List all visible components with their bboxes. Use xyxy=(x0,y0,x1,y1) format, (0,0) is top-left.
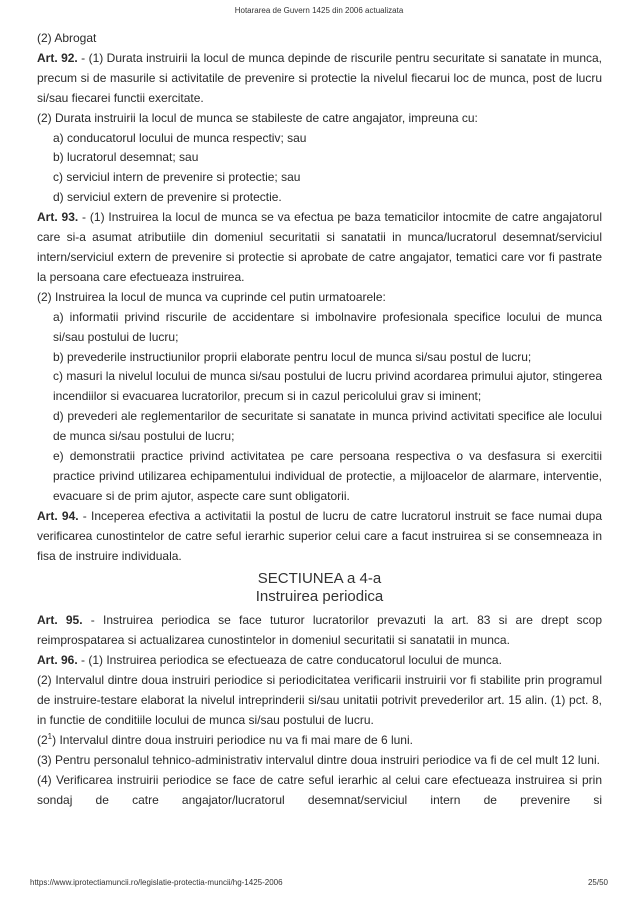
list-item: b) lucratorul desemnat; sau xyxy=(53,150,199,165)
paragraph: (4) Verificarea instruirii periodice se face de catre seful ierarhic al celui care efectueaza instruirea si prin sondaj de catre angajator/lucratorul desemnat/serviciul intern de prevenire si xyxy=(37,772,602,807)
article-label: Art. 94. xyxy=(37,508,79,523)
article-text: - (1) Instruirea la locul de munca se va efectua pe baza tematicilor intocmite de catre angajatorul care si-a asumat atributiile din domeniul securitatii si sanatatii in munca/lucratorul desemnat/serviciul intern/serviciul extern de prevenire si protectie si aprobate de catre angajator, tematici care vor fi pastrate la persoana care efectueaza instruirea. xyxy=(37,210,602,284)
article-text: - Inceperea efectiva a activitatii la postul de lucru de catre lucratorul instruit se face numai dupa verificarea cunostintelor de catre seful ierarhic superior celui care a facut instruirea si se consemneaza in fisa de instruire individuala. xyxy=(37,508,602,563)
list-item: c) masuri la nivelul locului de munca si/sau postului de lucru privind acordarea primului ajutor, stingerea incendiilor si evacuarea lucratorilor, precum si in cazul pericolului grav si iminent; xyxy=(53,369,602,404)
paragraph: (2) Intervalul dintre doua instruiri periodice si periodicitatea verificarii instruirii vor fi stabilite prin programul de instruire-testare elaborat la nivelul intreprinderii si/sau unitatii potrivit prevederilor art. 15 alin. (1) pct. 8, in functie de conditiile locului de munca si/sau postului de lucru. xyxy=(37,673,602,727)
article-95 xyxy=(37,611,602,651)
article-92 xyxy=(37,49,602,109)
footer-url[interactable]: https://www.iprotectiamuncii.ro/legislatie-protectia-muncii/hg-1425-2006 xyxy=(30,878,283,887)
list-item: d) serviciul extern de prevenire si protectie. xyxy=(53,190,282,205)
article-96 xyxy=(37,651,602,671)
list-item: c) serviciul intern de prevenire si protectie; sau xyxy=(53,170,301,185)
paragraph: (2) Instruirea la locul de munca va cuprinde cel putin urmatoarele: xyxy=(37,289,386,304)
paragraph xyxy=(37,731,602,751)
paragraph-abrogat: (2) Abrogat xyxy=(37,31,97,45)
article-label: Art. 96. xyxy=(37,653,78,668)
list-item: a) conducatorul locului de munca respectiv; sau xyxy=(53,130,307,145)
paragraph-rest: ) Intervalul dintre doua instruiri periodice nu va fi mai mare de 6 luni. xyxy=(52,732,413,747)
paragraph: (2) Durata instruirii la locul de munca se stabileste de catre angajator, impreuna cu: xyxy=(37,110,478,125)
list-item: d) prevederi ale reglementarilor de securitate si sanatate in munca privind activitati specifice ale locului de munca si/sau postului de lucru; xyxy=(53,409,602,444)
document-body xyxy=(37,29,602,811)
page-number: 25/50 xyxy=(587,878,608,887)
article-label: Art. 92. xyxy=(37,50,78,65)
article-text: - (1) Durata instruirii la locul de munca depinde de riscurile pentru securitate si sanatate in munca, precum si de masurile si activitatile de prevenire si protectie la nivelul fiecarui loc de munca, post de lucru si/sau fiecarei functii exercitate. xyxy=(37,50,602,105)
article-text: - Instruirea periodica se face tuturor lucratorilor prevazuti la art. 83 si are drept scop reimprospatarea si actualizarea cunostintelor in domeniul securitatii si sanatatii in munca. xyxy=(37,613,603,648)
list-item: e) demonstratii practice privind activitatea pe care persoana respectiva o va desfasura si exercitii practice privind utilizarea echipamentului individual de protectie, a mijloacelor de alarmare, interventie, evacuare si de prim ajutor, aspecte care sunt obligatorii. xyxy=(53,449,602,503)
section-subtitle: Instruirea periodica xyxy=(255,588,384,606)
paragraph: (3) Pentru personalul tehnico-administrativ intervalul dintre doua instruiri periodice va fi de cel mult 12 luni. xyxy=(37,752,600,767)
page-header: Hotararea de Guvern 1425 din 2006 actualizata xyxy=(234,6,404,15)
list-item: a) informatii privind riscurile de accidentare si imbolnavire profesionala specifice locului de munca si/sau postului de lucru; xyxy=(53,309,602,344)
article-label: Art. 95. xyxy=(37,613,83,628)
superscript: 1 xyxy=(47,731,53,741)
section-heading xyxy=(37,570,602,606)
section-title: SECTIUNEA a 4-a xyxy=(257,570,382,588)
list-item: b) prevederile instructiunilor proprii elaborate pentru locul de munca si/sau postul de lucru; xyxy=(53,349,532,364)
article-94 xyxy=(37,507,602,567)
article-text: - (1) Instruirea periodica se efectueaza de catre conducatorul locului de munca. xyxy=(77,653,502,668)
paragraph-prefix: (2 xyxy=(37,732,48,747)
article-label: Art. 93. xyxy=(37,210,79,225)
article-93 xyxy=(37,208,602,288)
